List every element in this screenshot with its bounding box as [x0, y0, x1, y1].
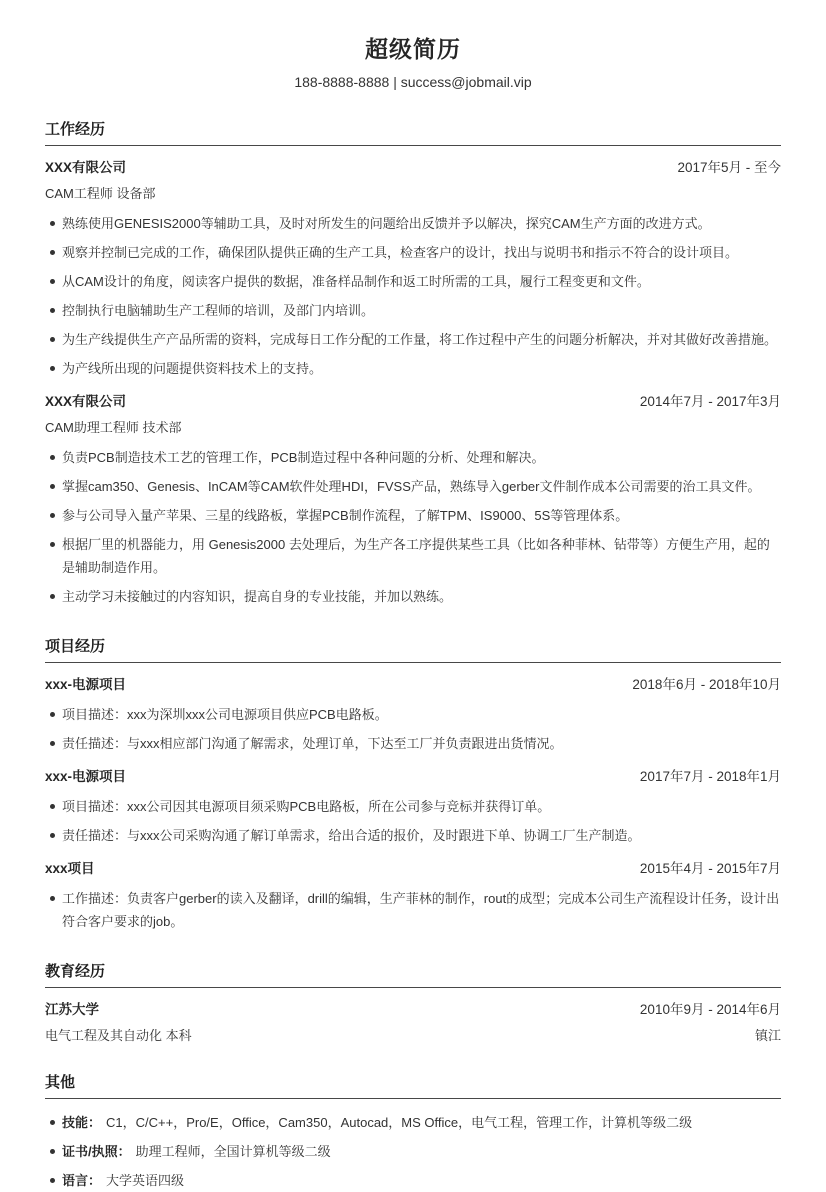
date-range: 2017年7月 - 2018年1月 — [639, 769, 781, 784]
project-name: xxx-电源项目 — [45, 677, 127, 692]
section-title-education: 教育经历 — [45, 962, 781, 988]
project-entry-header — [45, 676, 781, 693]
section-education — [45, 962, 781, 1044]
bullet-list — [45, 703, 781, 755]
other-item-label: 语言： — [62, 1173, 102, 1188]
bullet-item: 为产线所出现的问题提供资料技术上的支持。 — [45, 357, 781, 380]
bullet-item: 项目描述：xxx公司因其电源项目须采购PCB电路板，所在公司参与竞标并获得订单。 — [45, 795, 781, 818]
bullet-item: 熟练使用GENESIS2000等辅助工具，及时对所发生的问题给出反馈并予以解决，探究CAM生产方面的改进方式。 — [45, 212, 781, 235]
date-range: 2010年9月 - 2014年6月 — [639, 1002, 781, 1017]
project-name: xxx项目 — [45, 861, 95, 876]
project-entry-header — [45, 768, 781, 785]
other-item-skills — [45, 1111, 781, 1134]
bullet-list — [45, 795, 781, 847]
company-name: XXX有限公司 — [45, 394, 127, 409]
bullet-item: 项目描述：xxx为深圳xxx公司电源项目供应PCB电路板。 — [45, 703, 781, 726]
other-item-value: C1，C/C++，Pro/E，Office，Cam350，Autocad，MS Office，电气工程，管理工作，计算机等级二级 — [106, 1115, 693, 1130]
date-range: 2017年5月 - 至今 — [677, 160, 781, 175]
date-range: 2015年4月 - 2015年7月 — [639, 861, 781, 876]
project-entry — [45, 768, 781, 847]
bullet-item: 为生产线提供生产产品所需的资料，完成每日工作分配的工作量，将工作过程中产生的问题分析解决，并对其做好改善措施。 — [45, 328, 781, 351]
education-degree-row — [45, 1027, 781, 1044]
degree: 电气工程及其自动化 本科 — [45, 1028, 192, 1043]
bullet-item: 根据厂里的机器能力，用 Genesis2000 去处理后，为生产各工序提供某些工具（比如各种菲林、钻带等）方便生产用，起的是辅助制造作用。 — [45, 533, 781, 579]
section-work-experience — [45, 120, 781, 608]
bullet-item: 工作描述：负责客户gerber的读入及翻译，drill的编辑，生产菲林的制作，rout的成型；完成本公司生产流程设计任务，设计出符合客户要求的job。 — [45, 887, 781, 933]
project-name: xxx-电源项目 — [45, 769, 127, 784]
bullet-item: 控制执行电脑辅助生产工程师的培训，及部门内培训。 — [45, 299, 781, 322]
project-entry-header — [45, 860, 781, 877]
bullet-item: 参与公司导入量产苹果、三星的线路板，掌握PCB制作流程，了解TPM、IS9000、5S等管理体系。 — [45, 504, 781, 527]
section-title-projects: 项目经历 — [45, 637, 781, 663]
bullet-item: 主动学习未接触过的内容知识，提高自身的专业技能，并加以熟练。 — [45, 585, 781, 608]
bullet-list — [45, 887, 781, 933]
resume-title: 超级简历 — [365, 36, 461, 62]
work-entry-header — [45, 393, 781, 410]
project-entry — [45, 676, 781, 755]
education-entry-header — [45, 1001, 781, 1018]
date-range: 2018年6月 - 2018年10月 — [632, 677, 781, 692]
bullet-item: 责任描述：与xxx相应部门沟通了解需求，处理订单，下达至工厂并负责跟进出货情况。 — [45, 732, 781, 755]
contact-info: 188-8888-8888 | success@jobmail.vip — [294, 74, 532, 90]
school-name: 江苏大学 — [45, 1002, 99, 1017]
bullet-list — [45, 446, 781, 608]
date-range: 2014年7月 - 2017年3月 — [639, 394, 781, 409]
section-title-work: 工作经历 — [45, 120, 781, 146]
other-item-label: 证书/执照： — [62, 1144, 131, 1159]
section-other — [45, 1073, 781, 1192]
job-role: CAM助理工程师 技术部 — [45, 420, 182, 435]
other-list — [45, 1111, 781, 1192]
project-entry — [45, 860, 781, 933]
other-item-certificates — [45, 1140, 781, 1163]
company-name: XXX有限公司 — [45, 160, 127, 175]
work-entry-header — [45, 159, 781, 176]
other-item-value: 大学英语四级 — [106, 1173, 185, 1188]
bullet-item: 观察并控制已完成的工作，确保团队提供正确的生产工具，检查客户的设计，找出与说明书和指示不符合的设计项目。 — [45, 241, 781, 264]
other-item-languages — [45, 1169, 781, 1192]
bullet-item: 负责PCB制造技术工艺的管理工作，PCB制造过程中各种问题的分析、处理和解决。 — [45, 446, 781, 469]
work-entry — [45, 393, 781, 608]
bullet-list — [45, 212, 781, 380]
other-item-label: 技能： — [62, 1115, 102, 1130]
other-item-value: 助理工程师，全国计算机等级二级 — [135, 1144, 331, 1159]
bullet-item: 责任描述：与xxx公司采购沟通了解订单需求，给出合适的报价，及时跟进下单、协调工厂生产制造。 — [45, 824, 781, 847]
section-title-other: 其他 — [45, 1073, 781, 1099]
education-entry — [45, 1001, 781, 1044]
job-role: CAM工程师 设备部 — [45, 186, 156, 201]
location: 镇江 — [754, 1028, 781, 1043]
work-entry — [45, 159, 781, 380]
section-projects — [45, 637, 781, 933]
bullet-item: 从CAM设计的角度，阅读客户提供的数据，准备样品制作和返工时所需的工具，履行工程变更和文件。 — [45, 270, 781, 293]
bullet-item: 掌握cam350、Genesis、InCAM等CAM软件处理HDI，FVSS产品，熟练导入gerber文件制作成本公司需要的治工具文件。 — [45, 475, 781, 498]
